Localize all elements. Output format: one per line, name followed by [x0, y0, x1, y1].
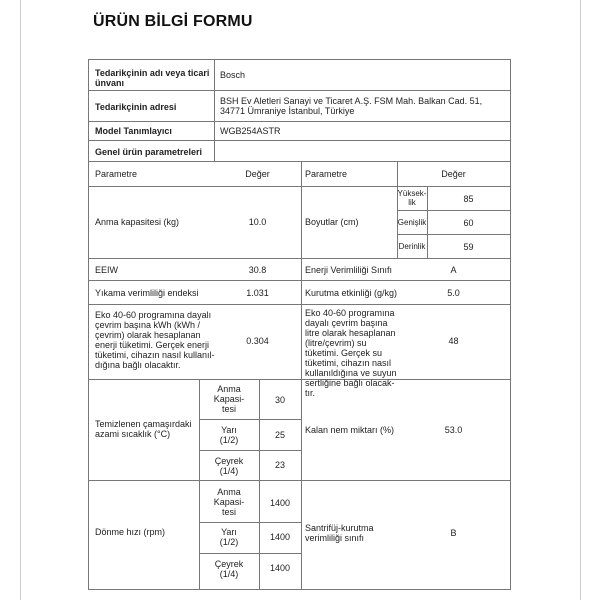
spin-quarter-value: 1400 [269, 563, 291, 573]
rinsing-label: Kurutma etkinliği (g/kg) [305, 288, 398, 298]
header-param-2: Parametre [305, 169, 348, 179]
washing-index-value: 1.031 [246, 288, 269, 298]
page-edge-right [580, 0, 581, 600]
spin-half-value: 1400 [269, 532, 291, 542]
moisture-value: 53.0 [444, 425, 463, 435]
capacity-label: Anma kapasitesi (kg) [95, 217, 180, 227]
water-consumption-label: Eko 40-60 programına dayalı çevrim başına litre olarak hesaplanan (litre/çevrim) su tüketimi. Gerçek su tüketimi, cihazın nasıl kullanıldığına ve suyun sertliğine bağlı olacak-tır. [305, 308, 397, 398]
dimensions-label: Boyutlar (cm) [305, 217, 359, 227]
rinsing-value: 5.0 [447, 288, 460, 298]
product-info-table [88, 59, 511, 590]
energy-consumption-label: Eko 40-60 programına dayalı çevrim başına kWh (kWh / çevrim) olarak hesaplanan enerji tüketimi. Gerçek enerji tüketimi, cihazın nasıl kullanıl-dığına bağlı olacaktır. [95, 310, 215, 370]
header-param-1: Parametre [95, 169, 138, 179]
supplier-address-value: BSH Ev Aletleri Sanayi ve Ticaret A.Ş. FSM Mah. Balkan Cad. 51, 34771 Ümraniye İstanbul, Türkiye [220, 96, 483, 116]
supplier-address-label: Tedarikçinin adresi [95, 102, 177, 112]
dimension-depth-value: 59 [463, 242, 474, 252]
spin-rated-capacity-label: Anma Kapasi- tesi [213, 487, 245, 517]
spin-half-label: Yarı (1/2) [219, 527, 239, 547]
moisture-label: Kalan nem miktarı (%) [305, 425, 395, 435]
dimension-width-value: 60 [463, 218, 474, 228]
dimension-width-label: Genişlik [397, 218, 427, 227]
header-value-1: Değer [245, 169, 270, 179]
energy-consumption-value: 0.304 [246, 336, 269, 346]
page-edge-left [20, 0, 21, 600]
model-label: Model Tanımlayıcı [95, 126, 172, 136]
capacity-value: 10.0 [248, 217, 267, 227]
temp-rated-capacity-label: Anma Kapasi- tesi [213, 384, 245, 414]
spin-speed-label: Dönme hızı (rpm) [95, 527, 166, 537]
temp-quarter-value: 23 [274, 460, 285, 470]
page-title: ÜRÜN BİLGİ FORMU [93, 13, 253, 30]
model-value: WGB254ASTR [220, 126, 281, 136]
dimension-height-value: 85 [463, 194, 474, 204]
temp-half-value: 25 [274, 430, 285, 440]
temp-half-label: Yarı (1/2) [219, 425, 239, 445]
general-params-heading: Genel ürün parametreleri [95, 147, 203, 157]
eeiw-label: EEIW [95, 265, 119, 275]
max-temperature-label: Temizlenen çamaşırdaki azami sıcaklık (°C) [95, 419, 192, 439]
spin-class-label: Santrifüj-kurutma verimliliği sınıfı [305, 523, 374, 543]
supplier-name-value: Bosch [220, 70, 246, 80]
temp-rated-capacity-value: 30 [274, 395, 285, 405]
spin-quarter-label: Çeyrek (1/4) [214, 559, 244, 579]
washing-index-label: Yıkama verimliliği endeksi [95, 288, 199, 298]
supplier-name-label: Tedarikçinin adı veya ticari ünvanı [95, 68, 210, 88]
dimension-depth-label: Derinlik [398, 242, 426, 251]
water-consumption-value: 48 [448, 336, 459, 346]
spin-class-value: B [450, 528, 457, 538]
header-value-2: Değer [441, 169, 466, 179]
spin-rated-capacity-value: 1400 [269, 498, 291, 508]
temp-quarter-label: Çeyrek (1/4) [214, 456, 244, 476]
eeiw-value: 30.8 [248, 265, 267, 275]
energy-class-label: Enerji Verimliliği Sınıfı [305, 265, 393, 275]
energy-class-value: A [450, 265, 457, 275]
dimension-height-label: Yüksek- lik [397, 189, 427, 207]
